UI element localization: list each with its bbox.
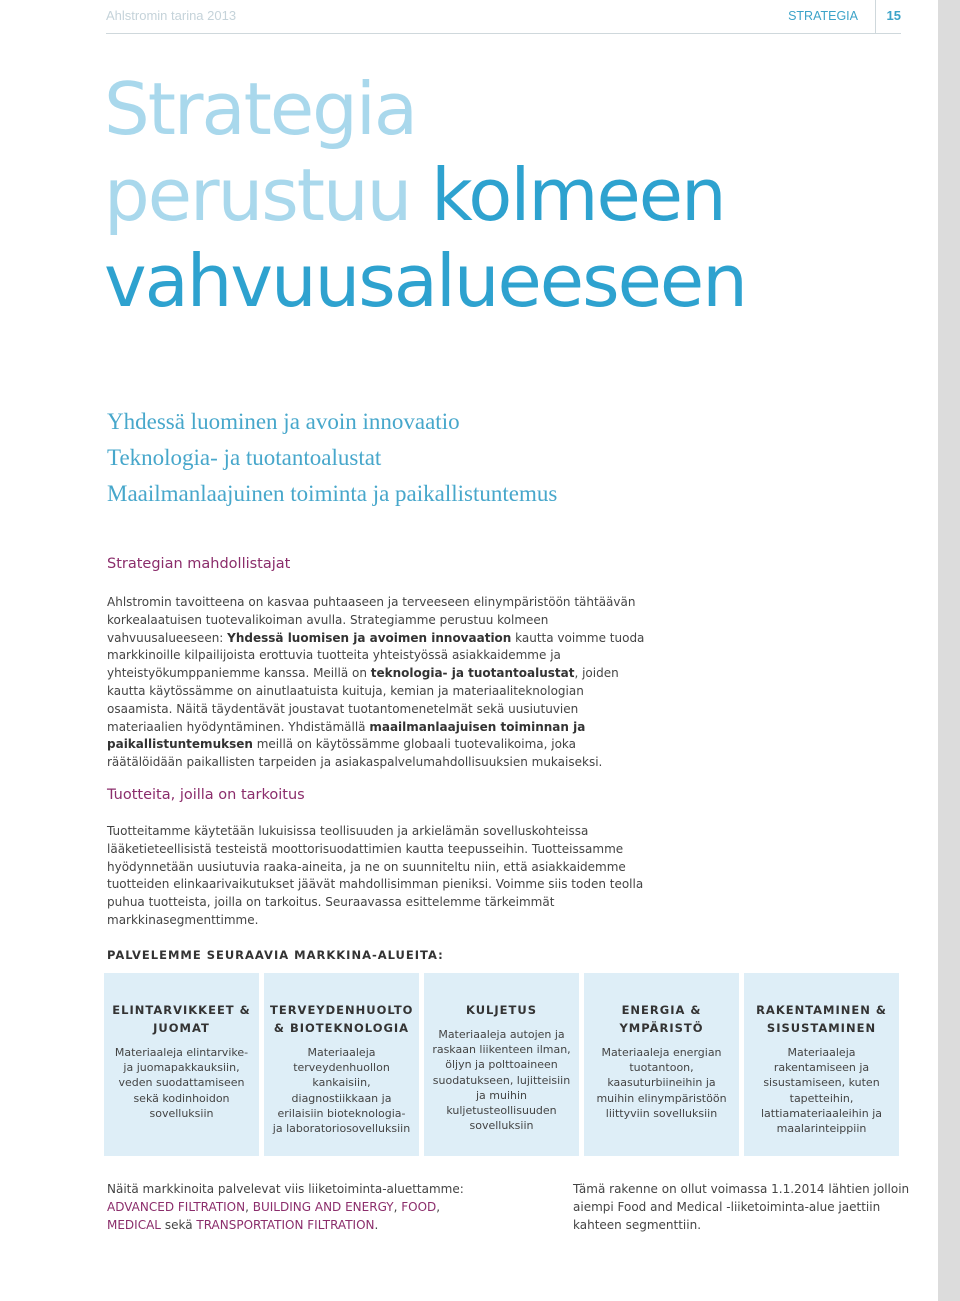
page-number: 15 <box>886 8 901 23</box>
section-heading-enablers: Strategian mahdollistajat <box>107 556 291 572</box>
pillar-3: Maailmanlaajuinen toiminta ja paikallistuntemus <box>107 481 558 506</box>
enablers-paragraph <box>107 594 647 772</box>
enablers-bold-3: maailmanlaajuisen toiminnan ja paikallistuntemuksen <box>107 719 586 752</box>
market-box-transport <box>424 973 579 1156</box>
enablers-text-1: Ahlstromin tavoitteena on kasvaa puhtaaseen ja terveeseen elinympäristöön tähtäävän korkealaatuisen tuotevalikoiman avulla. Strategiamme perustuu kolmeen vahvuusalueeseen: <box>107 595 636 645</box>
pillar-1: Yhdessä luominen ja avoin innovaatio <box>107 409 460 434</box>
enablers-text-2: kautta voimme tuoda markkinoille kilpailijoista erottuvia tuotteita yhteistyössä asiakkaidemme ja yhteistyökumppaniemme kanssa. Meillä on <box>107 630 645 681</box>
market-boxes <box>104 973 900 1156</box>
page-title <box>104 66 746 324</box>
header-divider <box>875 0 876 33</box>
separator: . <box>374 1218 379 1232</box>
market-title: RAKENTAMINEN & SISUSTAMINEN <box>756 1003 887 1035</box>
enablers-bold-1: Yhdessä luomisen ja avoimen innovaation <box>227 630 512 645</box>
business-area-transportation-filtration: TRANSPORTATION FILTRATION <box>196 1218 375 1232</box>
title-line-1: Strategia <box>104 67 417 151</box>
business-areas-note <box>107 1180 487 1234</box>
page-edge-strip <box>938 0 960 1301</box>
market-title: ENERGIA & YMPÄRISTÖ <box>619 1003 704 1035</box>
enablers-bold-2: teknologia- ja tuotantoalustat <box>370 666 575 681</box>
market-description: Materiaaleja elintarvike- ja juomapakkauksiin, veden suodattamiseen sekä kodinhoidon sovelluksiin <box>114 1046 249 1120</box>
title-line-3: vahvuusalueeseen <box>104 239 746 323</box>
section-heading-products: Tuotteita, joilla on tarkoitus <box>107 787 305 803</box>
separator: , <box>436 1200 441 1214</box>
market-description: Materiaaleja autojen ja raskaan liikenteen ilman, öljyn ja polttoaineen suodatukseen, lujitteisiin ja muihin kuljetusteollisuuden sovelluksiin <box>432 1028 571 1133</box>
market-box-healthcare <box>264 973 419 1156</box>
structure-note: Tämä rakenne on ollut voimassa 1.1.2014 lähtien jolloin aiempi Food and Medical -liiketoiminta-alue jaettiin kahteen segmenttiin. <box>573 1182 910 1232</box>
pillar-2: Teknologia- ja tuotantoalustat <box>107 445 382 470</box>
business-area-advanced-filtration: ADVANCED FILTRATION <box>107 1200 246 1214</box>
title-line-2 <box>104 152 746 238</box>
title-word-perustuu: perustuu <box>104 153 411 237</box>
products-paragraph: Tuotteitamme käytetään lukuisissa teollisuuden ja arkielämän sovelluskohteissa lääketieteellisistä testeistä moottorisuodattimien kautta teepusseihin. Tuotteissamme hyödynnetään uusiutuvia raaka-aineita, ja ne on suunniteltu niin, että asiakkaidemme tuotteiden elinkaarivaikutukset jäävät mahdollisimman pieniksi. Voimme siis toden teolla puhua tuotteista, joilla on tarkoitus. Seuraavassa esittelemme tärkeimmät markkinasegmenttimme. <box>107 824 644 927</box>
business-area-food: FOOD <box>401 1200 437 1214</box>
separator: , <box>245 1200 253 1214</box>
business-area-medical: MEDICAL <box>107 1218 161 1232</box>
market-box-energy <box>584 973 739 1156</box>
publication-title: Ahlstromin tarina 2013 <box>106 8 237 23</box>
markets-heading: PALVELEMME SEURAAVIA MARKKINA-ALUEITA: <box>107 948 444 962</box>
title-word-kolmeen: kolmeen <box>431 153 725 237</box>
market-title: ELINTARVIKKEET & JUOMAT <box>112 1003 251 1035</box>
page-header <box>106 0 901 34</box>
strategy-pillars <box>107 404 557 512</box>
business-area-building-energy: BUILDING AND ENERGY <box>252 1200 394 1214</box>
market-title: KULJETUS <box>466 1003 537 1017</box>
market-description: Materiaaleja rakentamiseen ja sisustamiseen, kuten tapetteihin, lattiamateriaaleihin ja maalarinteippiin <box>761 1046 882 1136</box>
market-title: TERVEYDENHUOLTO & BIOTEKNOLOGIA <box>270 1003 414 1035</box>
separator: , <box>393 1200 402 1214</box>
market-description: Materiaaleja energian tuotantoon, kaasuturbiineihin ja muihin elinympäristöön liittyviin sovelluksiin <box>596 1046 727 1120</box>
market-box-food <box>104 973 259 1156</box>
market-description: Materiaaleja terveydenhuollon kankaisiin, diagnostiikkaan ja erilaisiin bioteknologia- ja laboratoriosovelluksiin <box>272 1046 411 1136</box>
separator: sekä <box>161 1218 197 1232</box>
section-name: STRATEGIA <box>788 9 858 23</box>
enablers-text-4: meillä on käytössämme globaali tuotevalikoima, joka räätälöidään paikallisten tarpeiden ja asiakaspalvelumahdollisuuksien mukaiseksi. <box>107 737 603 770</box>
enablers-text-3: , joiden kautta käytössämme on ainutlaatuista kuituja, kemian ja materiaaliteknologian osaamista. Näitä täydentävät joustavat tuotantomenetelmät sekä uusiutuvien materiaalien hyödyntäminen. Yhdistämällä <box>107 666 619 734</box>
market-box-building <box>744 973 899 1156</box>
business-areas-intro: Näitä markkinoita palvelevat viis liiketoiminta-aluettamme: <box>107 1182 464 1196</box>
